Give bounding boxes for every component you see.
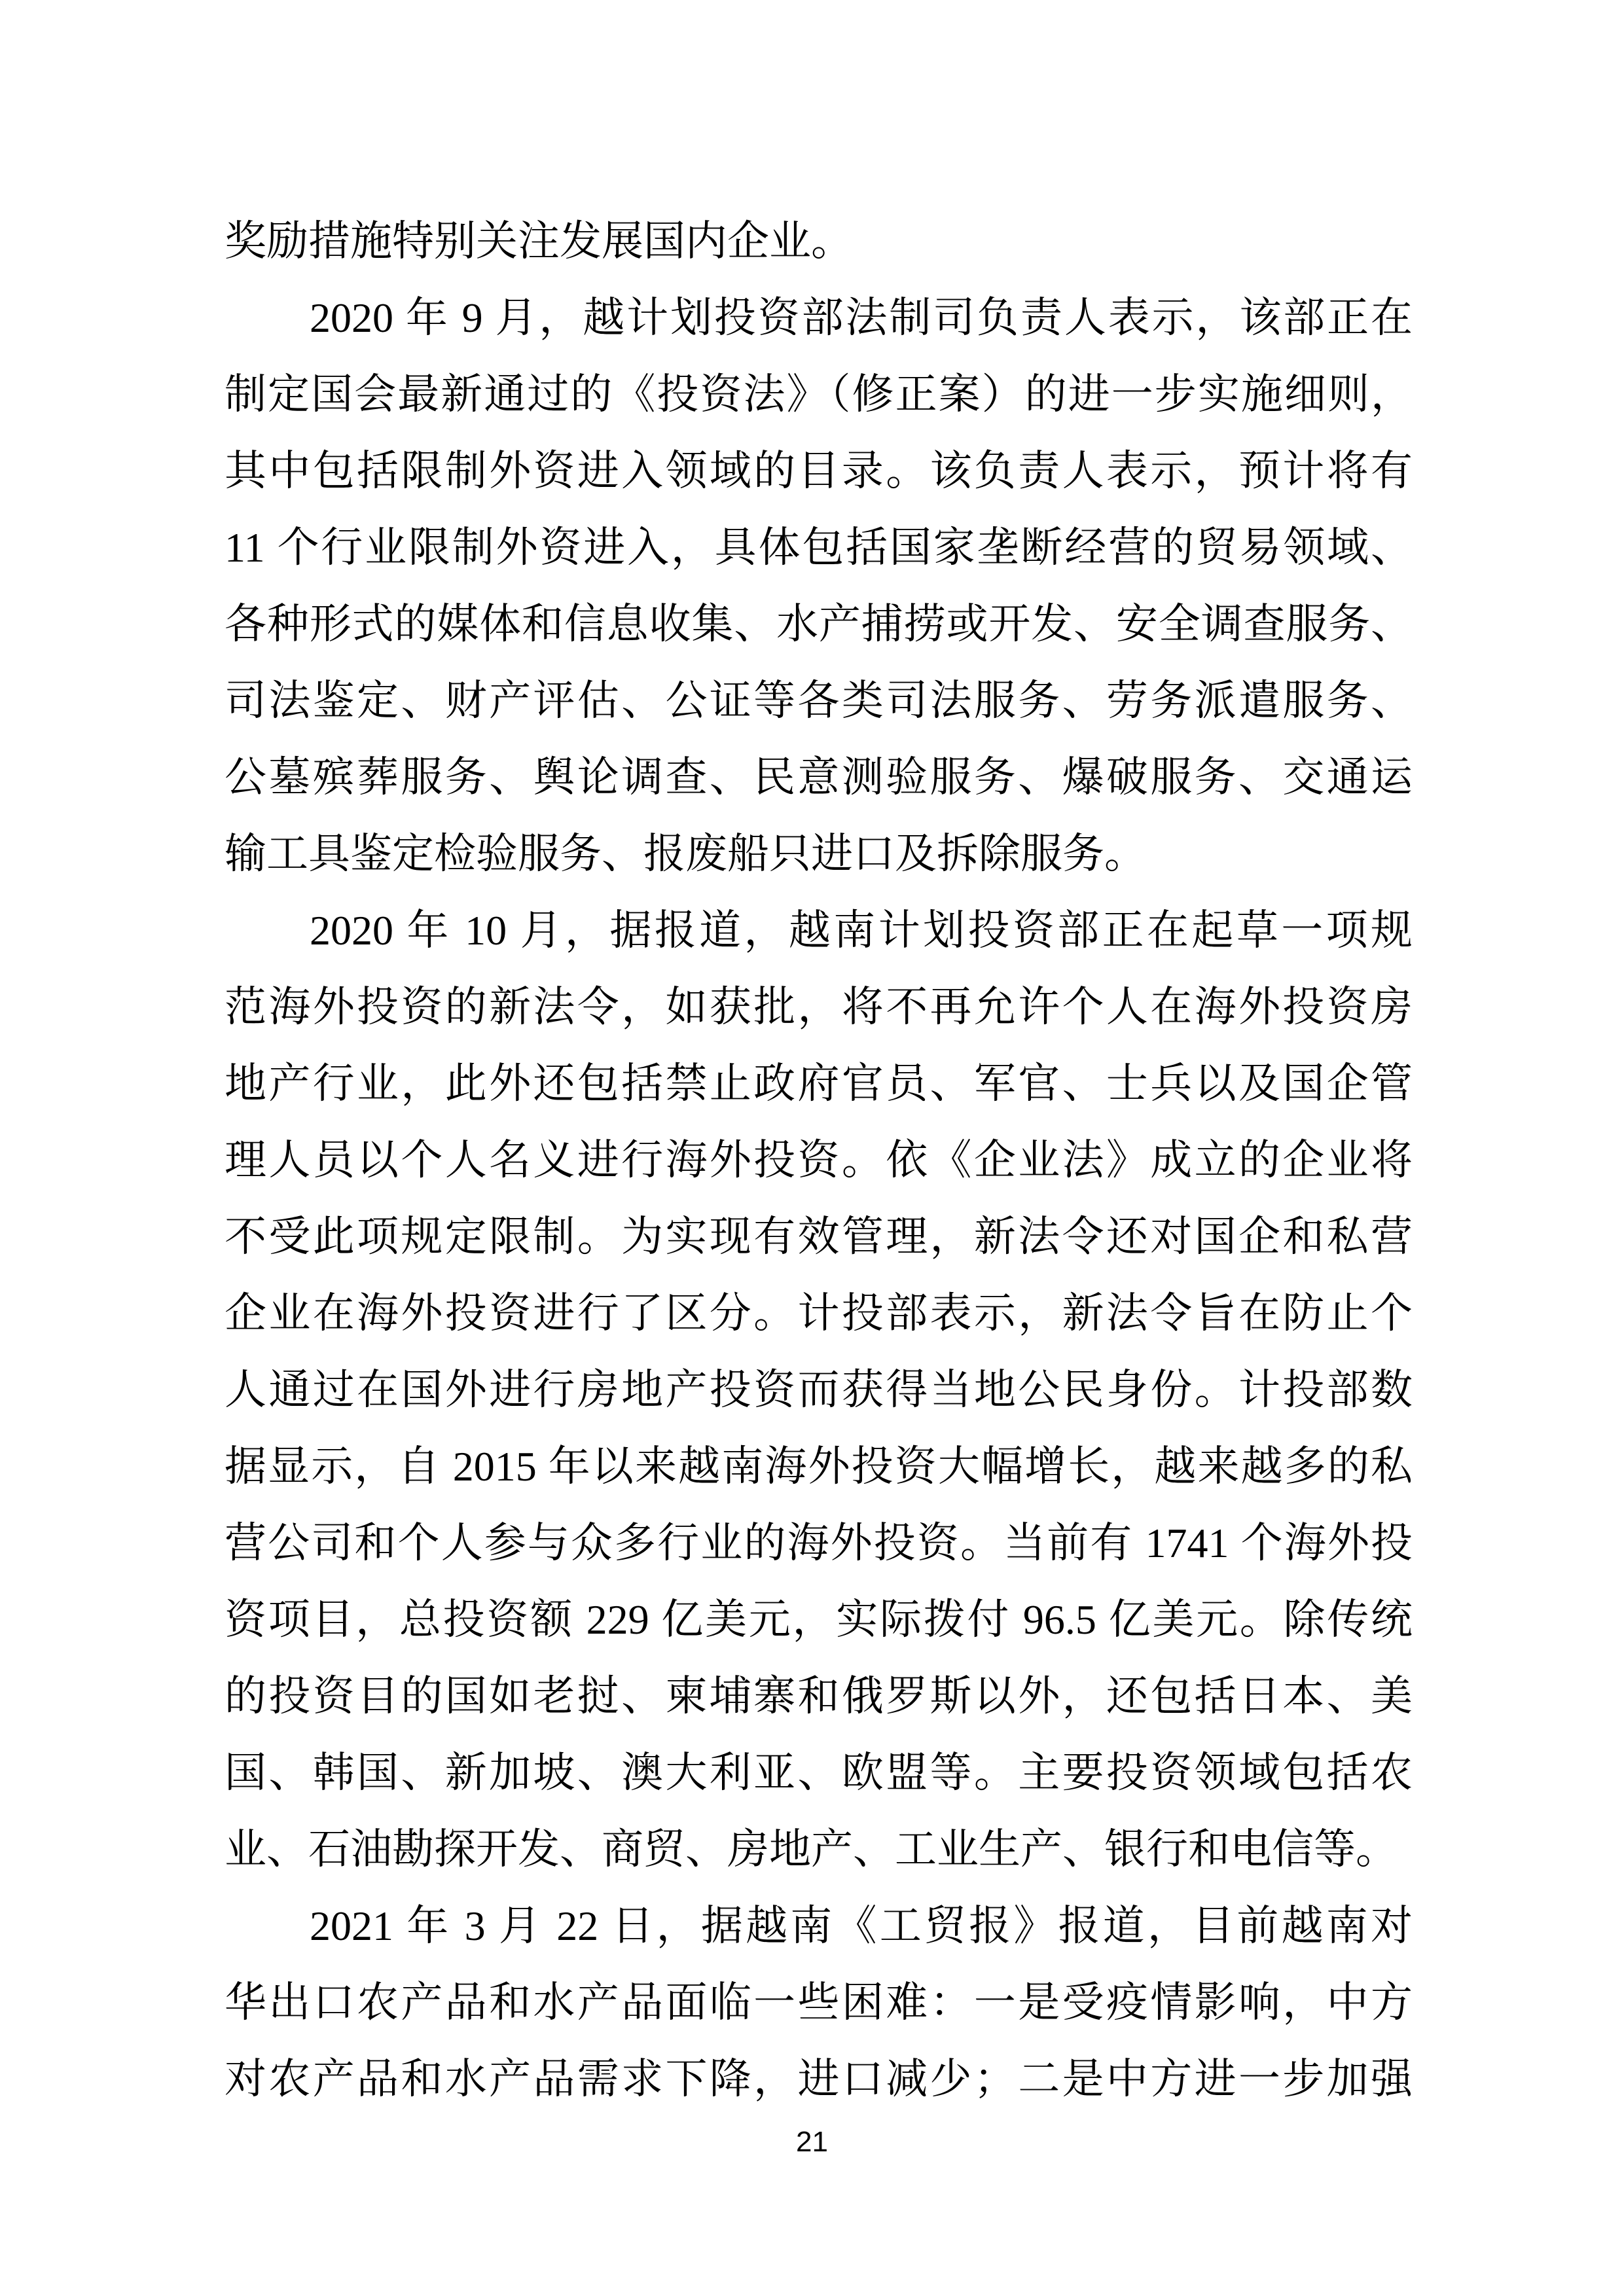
text-line: 对农产品和水产品需求下降，进口减少；二是中方进一步加强 <box>225 2056 1413 2102</box>
text-line: 2021 年 3 月 22 日，据越南《工贸报》报道，目前越南对 <box>310 1903 1413 1949</box>
text-line: 企业在海外投资进行了区分。计投部表示，新法令旨在防止个 <box>225 1290 1413 1336</box>
text-line: 据显示，自 2015 年以来越南海外投资大幅增长，越来越多的私 <box>225 1443 1413 1490</box>
text-block <box>225 203 1413 2117</box>
text-line: 奖励措施特别关注发展国内企业。 <box>225 218 853 264</box>
text-line: 司法鉴定、财产评估、公证等各类司法服务、劳务派遣服务、 <box>225 677 1413 724</box>
text-line: 理人员以个人名义进行海外投资。依《企业法》成立的企业将 <box>225 1137 1413 1183</box>
text-line: 地产行业，此外还包括禁止政府官员、军官、士兵以及国企管 <box>225 1060 1413 1107</box>
text-line: 公墓殡葬服务、舆论调查、民意测验服务、爆破服务、交通运 <box>225 754 1413 800</box>
text-line: 2020 年 10 月，据报道，越南计划投资部正在起草一项规 <box>310 907 1413 954</box>
text-line: 营公司和个人参与众多行业的海外投资。当前有 1741 个海外投 <box>225 1520 1413 1566</box>
text-line: 的投资目的国如老挝、柬埔寨和俄罗斯以外，还包括日本、美 <box>225 1673 1413 1719</box>
page-number: 21 <box>796 2126 828 2158</box>
text-line: 国、韩国、新加坡、澳大利亚、欧盟等。主要投资领域包括农 <box>225 1749 1413 1796</box>
text-line: 资项目，总投资额 229 亿美元，实际拨付 96.5 亿美元。除传统 <box>225 1596 1413 1643</box>
text-line: 输工具鉴定检验服务、报废船只进口及拆除服务。 <box>225 831 1146 877</box>
text-line: 不受此项规定限制。为实现有效管理，新法令还对国企和私营 <box>225 1213 1413 1260</box>
text-line: 业、石油勘探开发、商贸、房地产、工业生产、银行和电信等。 <box>225 1826 1398 1873</box>
text-line: 范海外投资的新法令，如获批，将不再允许个人在海外投资房 <box>225 984 1413 1030</box>
text-line: 2020 年 9 月，越计划投资部法制司负责人表示，该部正在 <box>310 295 1413 341</box>
text-line: 制定国会最新通过的《投资法》（修正案）的进一步实施细则， <box>225 371 1413 418</box>
text-line: 各种形式的媒体和信息收集、水产捕捞或开发、安全调查服务、 <box>225 601 1413 647</box>
text-line: 人通过在国外进行房地产投资而获得当地公民身份。计投部数 <box>225 1367 1413 1413</box>
text-line: 其中包括限制外资进入领域的目录。该负责人表示，预计将有 <box>225 448 1413 494</box>
text-line: 华出口农产品和水产品面临一些困难：一是受疫情影响，中方 <box>225 1979 1413 2026</box>
text-line: 11 个行业限制外资进入，具体包括国家垄断经营的贸易领域、 <box>225 524 1413 571</box>
